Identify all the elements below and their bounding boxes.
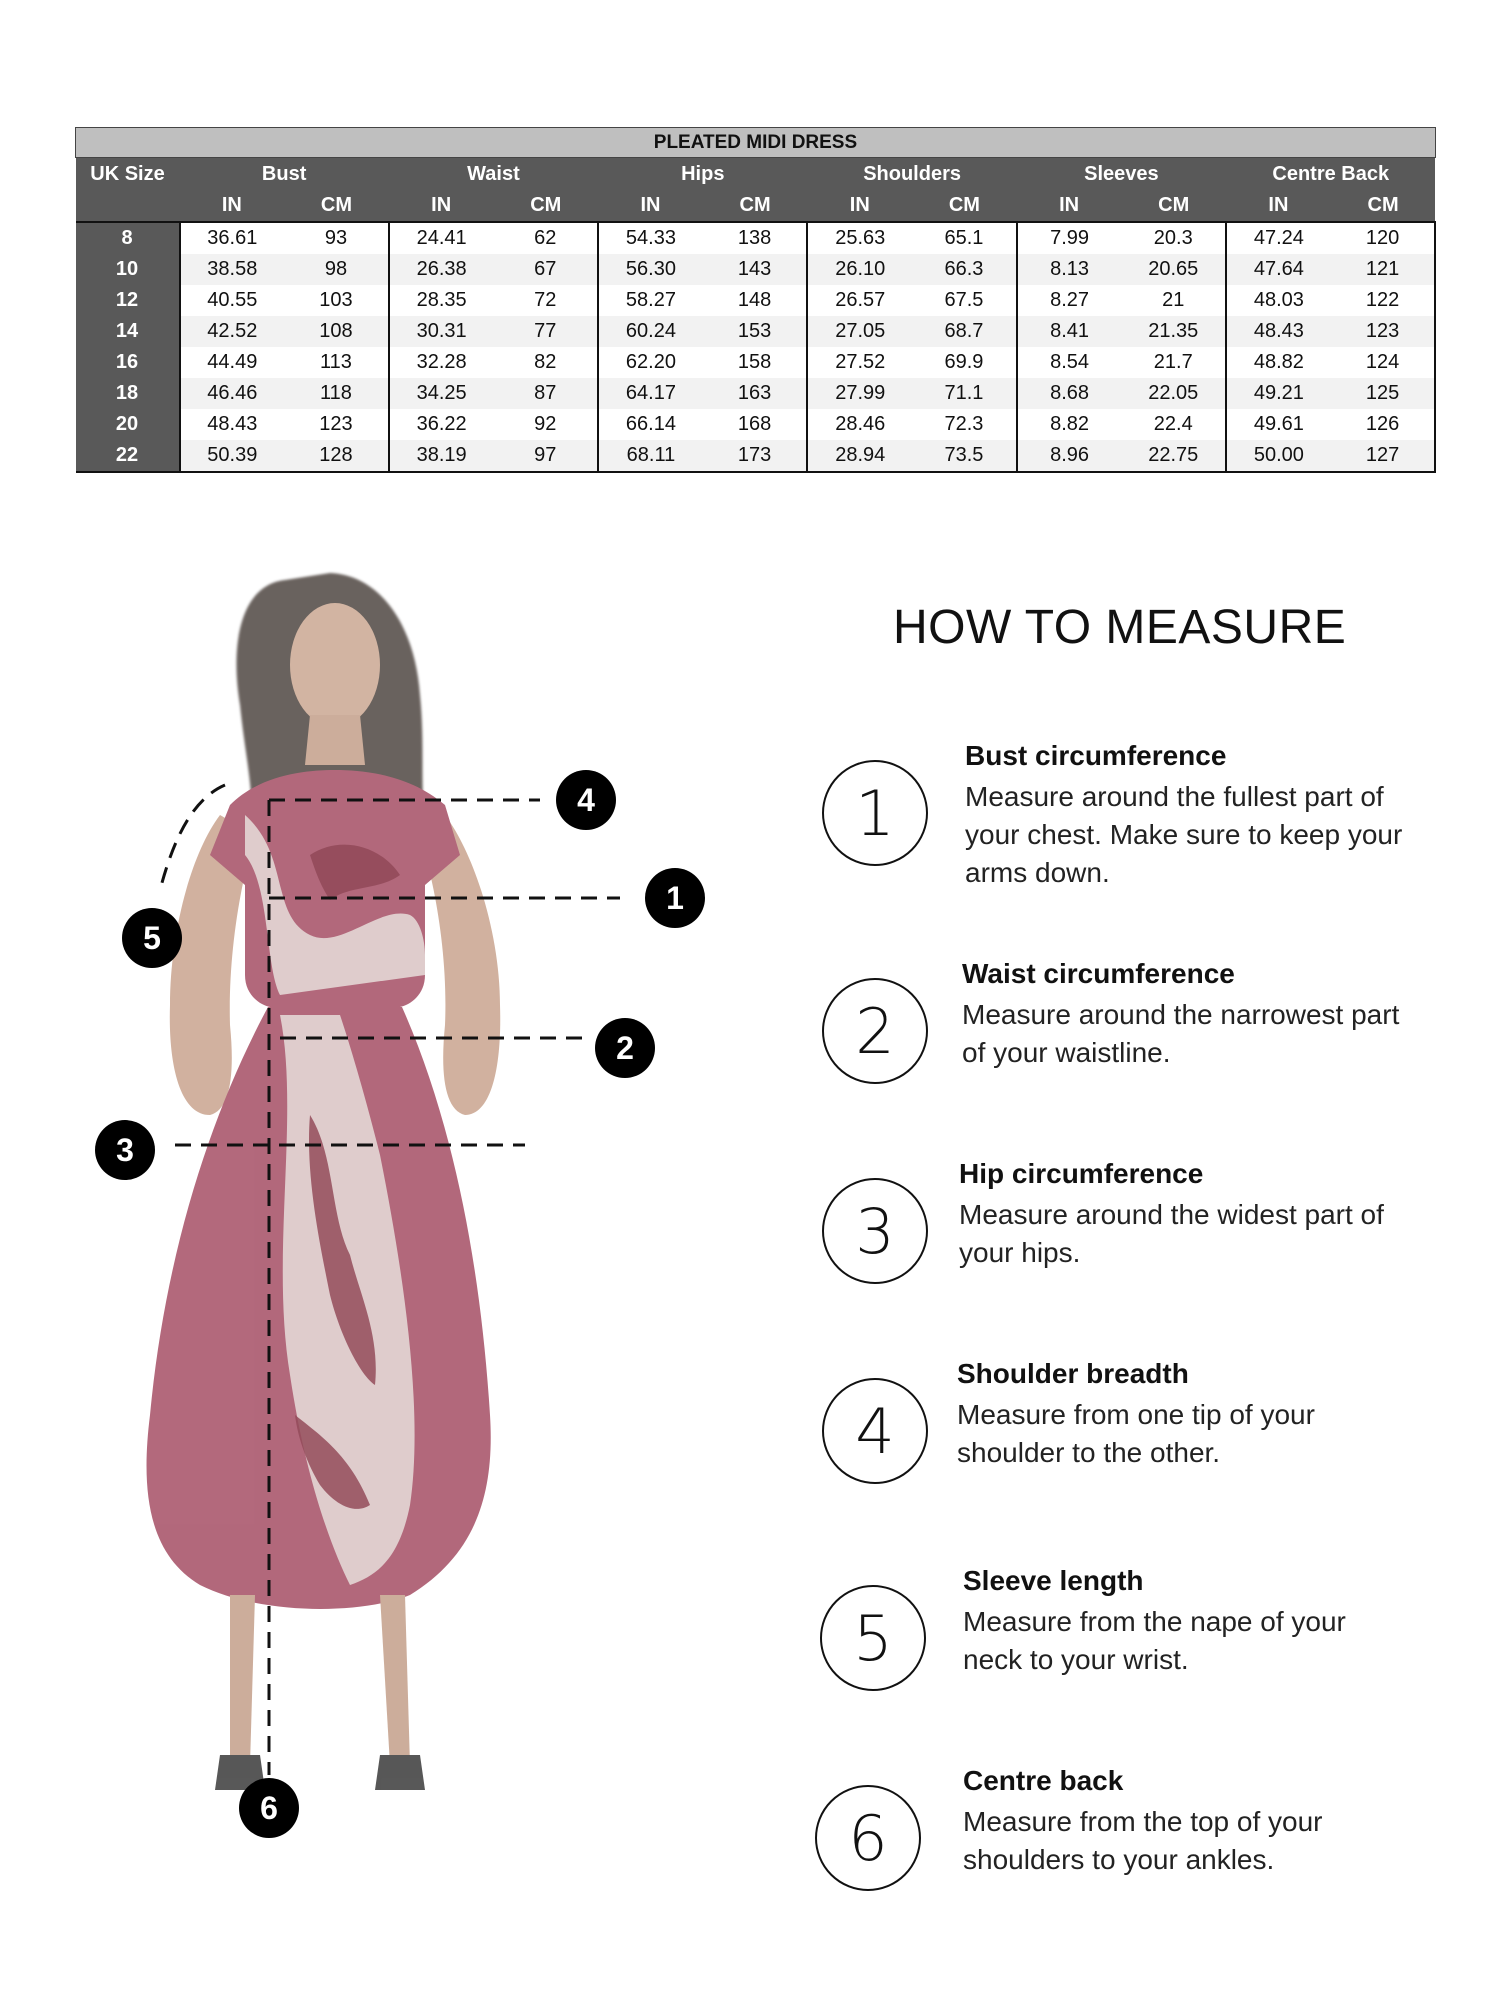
- unit-header-in: IN: [180, 190, 285, 222]
- step-description: Measure from the nape of your neck to your wrist.: [963, 1606, 1346, 1675]
- value-cell-cm: 92: [493, 409, 598, 440]
- unit-header-cm: CM: [1121, 190, 1226, 222]
- how-to-measure-title: HOW TO MEASURE: [893, 601, 1347, 654]
- value-cell-in: 50.00: [1226, 440, 1331, 472]
- value-cell-in: 27.05: [807, 316, 912, 347]
- group-header-shoulders: Shoulders: [807, 158, 1016, 191]
- marker-5: [122, 908, 182, 968]
- step-number-circle: 4: [822, 1378, 928, 1484]
- size-cell: 14: [76, 316, 180, 347]
- value-cell-cm: 68.7: [912, 316, 1017, 347]
- value-cell-in: 8.27: [1017, 285, 1122, 316]
- value-cell-cm: 21: [1121, 285, 1226, 316]
- value-cell-in: 34.25: [389, 378, 494, 409]
- value-cell-in: 48.82: [1226, 347, 1331, 378]
- value-cell-cm: 124: [1331, 347, 1436, 378]
- marker-3: [95, 1120, 155, 1180]
- value-cell-in: 56.30: [598, 254, 703, 285]
- step-title: Bust circumference: [965, 740, 1227, 771]
- value-cell-in: 24.41: [389, 222, 494, 254]
- value-cell-in: 64.17: [598, 378, 703, 409]
- value-cell-in: 8.13: [1017, 254, 1122, 285]
- value-cell-in: 44.49: [180, 347, 285, 378]
- value-cell-in: 58.27: [598, 285, 703, 316]
- value-cell-in: 54.33: [598, 222, 703, 254]
- step-description: Measure from the top of your shoulders to your ankles.: [963, 1806, 1323, 1875]
- unit-header-cm: CM: [493, 190, 598, 222]
- value-cell-cm: 67: [493, 254, 598, 285]
- value-cell-cm: 67.5: [912, 285, 1017, 316]
- value-cell-cm: 123: [284, 409, 389, 440]
- value-cell-cm: 123: [1331, 316, 1436, 347]
- value-cell-cm: 65.1: [912, 222, 1017, 254]
- step-title: Waist circumference: [962, 958, 1235, 989]
- value-cell-in: 62.20: [598, 347, 703, 378]
- size-cell: 16: [76, 347, 180, 378]
- marker-2-label: 2: [616, 1030, 634, 1066]
- value-cell-in: 30.31: [389, 316, 494, 347]
- step-number-circle: 5: [820, 1585, 926, 1691]
- value-cell-in: 8.68: [1017, 378, 1122, 409]
- value-cell-cm: 103: [284, 285, 389, 316]
- value-cell-in: 38.58: [180, 254, 285, 285]
- value-cell-in: 8.82: [1017, 409, 1122, 440]
- value-cell-cm: 125: [1331, 378, 1436, 409]
- table-row: [76, 222, 1436, 254]
- value-cell-cm: 20.65: [1121, 254, 1226, 285]
- value-cell-cm: 120: [1331, 222, 1436, 254]
- step-description: Measure around the widest part of your hips.: [959, 1199, 1384, 1268]
- value-cell-cm: 98: [284, 254, 389, 285]
- value-cell-in: 28.46: [807, 409, 912, 440]
- unit-header-in: IN: [598, 190, 703, 222]
- unit-header-cm: CM: [912, 190, 1017, 222]
- uk-size-header: UK Size: [76, 158, 180, 191]
- value-cell-in: 8.41: [1017, 316, 1122, 347]
- unit-header-in: IN: [1017, 190, 1122, 222]
- value-cell-cm: 122: [1331, 285, 1436, 316]
- table-row: [76, 254, 1436, 285]
- value-cell-cm: 87: [493, 378, 598, 409]
- value-cell-cm: 113: [284, 347, 389, 378]
- value-cell-cm: 118: [284, 378, 389, 409]
- value-cell-cm: 73.5: [912, 440, 1017, 472]
- value-cell-cm: 82: [493, 347, 598, 378]
- value-cell-in: 49.61: [1226, 409, 1331, 440]
- value-cell-in: 48.43: [180, 409, 285, 440]
- step-title: Centre back: [963, 1765, 1124, 1796]
- table-row: [76, 316, 1436, 347]
- value-cell-in: 27.52: [807, 347, 912, 378]
- model-wearing-dress-illustration: [80, 555, 760, 1975]
- value-cell-cm: 71.1: [912, 378, 1017, 409]
- step-number-circle: 1: [822, 760, 928, 866]
- step-number-circle: 6: [815, 1785, 921, 1891]
- group-header-waist: Waist: [389, 158, 598, 191]
- size-cell: 18: [76, 378, 180, 409]
- value-cell-in: 26.10: [807, 254, 912, 285]
- size-cell: 8: [76, 222, 180, 254]
- value-cell-cm: 22.4: [1121, 409, 1226, 440]
- value-cell-cm: 22.05: [1121, 378, 1226, 409]
- value-cell-cm: 62: [493, 222, 598, 254]
- table-row: [76, 378, 1436, 409]
- value-cell-cm: 153: [703, 316, 808, 347]
- value-cell-cm: 173: [703, 440, 808, 472]
- marker-6-label: 6: [260, 1790, 278, 1826]
- value-cell-in: 46.46: [180, 378, 285, 409]
- value-cell-cm: 108: [284, 316, 389, 347]
- step-number-circle: 3: [822, 1178, 928, 1284]
- step-title: Sleeve length: [963, 1565, 1144, 1596]
- value-cell-cm: 21.35: [1121, 316, 1226, 347]
- marker-6: [239, 1778, 299, 1838]
- value-cell-in: 49.21: [1226, 378, 1331, 409]
- marker-4-label: 4: [577, 782, 595, 818]
- value-cell-in: 7.99: [1017, 222, 1122, 254]
- table-row: [76, 409, 1436, 440]
- value-cell-in: 60.24: [598, 316, 703, 347]
- value-cell-cm: 127: [1331, 440, 1436, 472]
- value-cell-cm: 158: [703, 347, 808, 378]
- step-title: Hip circumference: [959, 1158, 1204, 1189]
- value-cell-in: 48.43: [1226, 316, 1331, 347]
- unit-header-cm: CM: [1331, 190, 1436, 222]
- value-cell-in: 8.96: [1017, 440, 1122, 472]
- value-cell-in: 42.52: [180, 316, 285, 347]
- marker-1: [645, 868, 705, 928]
- value-cell-in: 28.94: [807, 440, 912, 472]
- value-cell-in: 8.54: [1017, 347, 1122, 378]
- value-cell-in: 36.61: [180, 222, 285, 254]
- value-cell-cm: 138: [703, 222, 808, 254]
- value-cell-in: 38.19: [389, 440, 494, 472]
- size-chart-table: [75, 127, 1436, 473]
- size-cell: 12: [76, 285, 180, 316]
- value-cell-in: 50.39: [180, 440, 285, 472]
- value-cell-cm: 168: [703, 409, 808, 440]
- value-cell-in: 28.35: [389, 285, 494, 316]
- group-header-hips: Hips: [598, 158, 807, 191]
- marker-1-label: 1: [666, 880, 684, 916]
- value-cell-in: 40.55: [180, 285, 285, 316]
- marker-2: [595, 1018, 655, 1078]
- value-cell-in: 48.03: [1226, 285, 1331, 316]
- value-cell-in: 68.11: [598, 440, 703, 472]
- unit-header-in: IN: [389, 190, 494, 222]
- step-number-circle: 2: [822, 978, 928, 1084]
- unit-header-in: IN: [1226, 190, 1331, 222]
- value-cell-in: 27.99: [807, 378, 912, 409]
- value-cell-cm: 77: [493, 316, 598, 347]
- value-cell-cm: 97: [493, 440, 598, 472]
- group-header-sleeves: Sleeves: [1017, 158, 1226, 191]
- step-description: Measure from one tip of your shoulder to the other.: [957, 1399, 1315, 1468]
- group-header-bust: Bust: [180, 158, 389, 191]
- value-cell-cm: 21.7: [1121, 347, 1226, 378]
- value-cell-in: 36.22: [389, 409, 494, 440]
- value-cell-in: 26.38: [389, 254, 494, 285]
- value-cell-cm: 148: [703, 285, 808, 316]
- model-body: [147, 573, 501, 1790]
- unit-header-cm: CM: [703, 190, 808, 222]
- value-cell-cm: 143: [703, 254, 808, 285]
- value-cell-cm: 22.75: [1121, 440, 1226, 472]
- value-cell-in: 47.64: [1226, 254, 1331, 285]
- step-title: Shoulder breadth: [957, 1358, 1189, 1389]
- unit-header-in: IN: [807, 190, 912, 222]
- marker-3-label: 3: [116, 1132, 134, 1168]
- value-cell-in: 25.63: [807, 222, 912, 254]
- value-cell-cm: 93: [284, 222, 389, 254]
- value-cell-cm: 121: [1331, 254, 1436, 285]
- table-title: PLEATED MIDI DRESS: [76, 128, 1436, 158]
- value-cell-in: 32.28: [389, 347, 494, 378]
- value-cell-cm: 72.3: [912, 409, 1017, 440]
- group-header-centre-back: Centre Back: [1226, 158, 1435, 191]
- size-table-body: [76, 222, 1436, 472]
- value-cell-in: 26.57: [807, 285, 912, 316]
- step-description: Measure around the fullest part of your chest. Make sure to keep your arms down.: [965, 781, 1403, 888]
- size-cell: 10: [76, 254, 180, 285]
- model-figure: [80, 555, 760, 1975]
- value-cell-cm: 69.9: [912, 347, 1017, 378]
- value-cell-cm: 20.3: [1121, 222, 1226, 254]
- value-cell-cm: 126: [1331, 409, 1436, 440]
- table-row: [76, 440, 1436, 472]
- unit-header-cm: CM: [284, 190, 389, 222]
- value-cell-cm: 163: [703, 378, 808, 409]
- marker-4: [556, 770, 616, 830]
- step-description: Measure around the narrowest part of your waistline.: [962, 999, 1400, 1068]
- value-cell-in: 66.14: [598, 409, 703, 440]
- size-cell: 20: [76, 409, 180, 440]
- table-row: [76, 347, 1436, 378]
- size-cell: 22: [76, 440, 180, 472]
- value-cell-cm: 72: [493, 285, 598, 316]
- value-cell-in: 47.24: [1226, 222, 1331, 254]
- marker-5-label: 5: [143, 920, 161, 956]
- value-cell-cm: 66.3: [912, 254, 1017, 285]
- value-cell-cm: 128: [284, 440, 389, 472]
- unit-header-blank: [76, 190, 180, 222]
- table-row: [76, 285, 1436, 316]
